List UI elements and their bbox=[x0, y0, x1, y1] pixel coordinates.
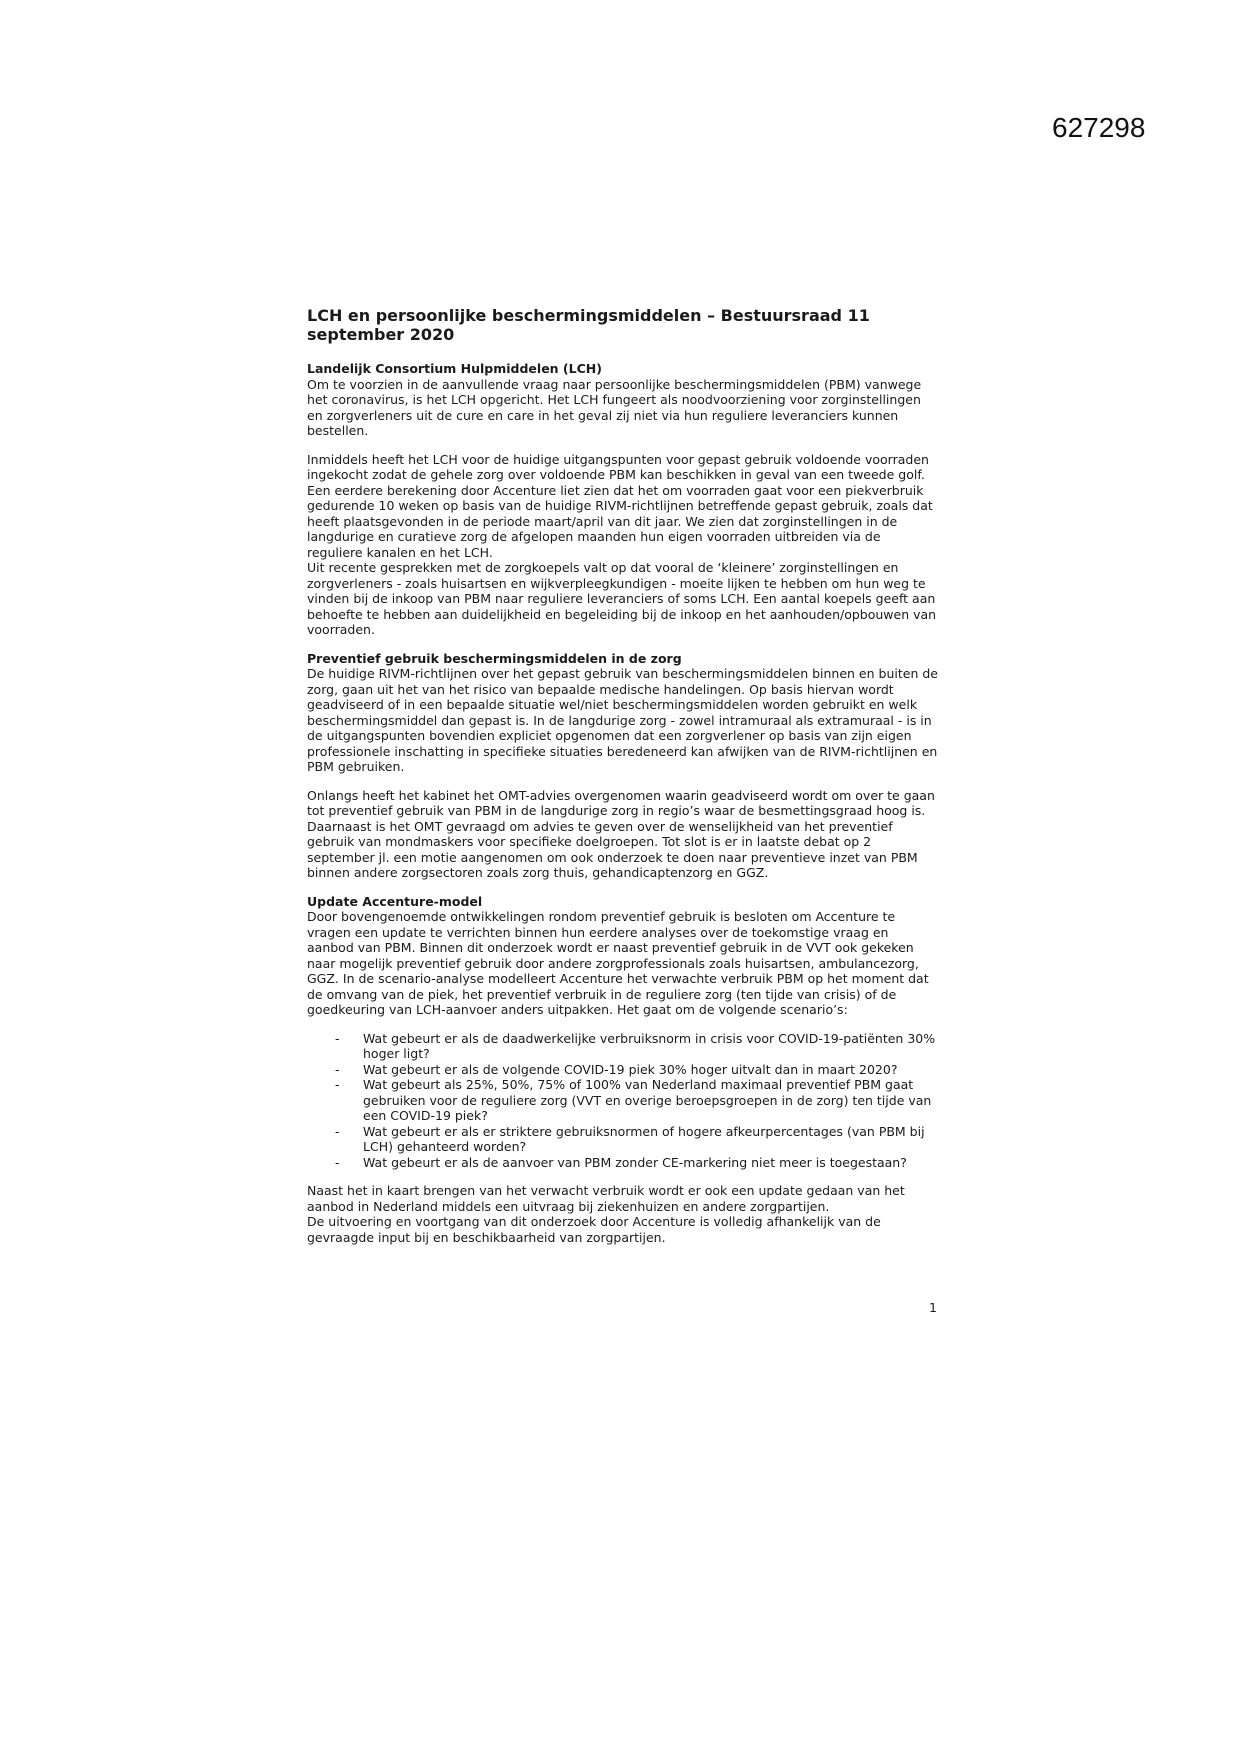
document-number: 627298 bbox=[1052, 112, 1146, 143]
bullet-dash: - bbox=[335, 1154, 340, 1170]
bullet-dash: - bbox=[335, 1030, 340, 1046]
paragraph: De huidige RIVM-richtlijnen over het gepast gebruik van beschermingsmiddelen binnen en buiten de zorg, gaan uit het van het risico van bepaalde medische handelingen. Op basis hiervan wordt geadviseerd of in een bepaalde situatie wel/niet beschermingsmiddelen worden gebruikt en welk beschermingsmiddel dan gepast is. In de langdurige zorg - zowel intramuraal als extramuraal - is in de uitgangspunten bovendien expliciet opgenomen dat een zorgverlener op basis van zijn eigen professionele inschatting in specifieke situaties beredeneerd kan afwijken van de RIVM-richtlijnen en PBM gebruiken. bbox=[307, 666, 938, 774]
scenario-text: Wat gebeurt er als de daadwerkelijke verbruiksnorm in crisis voor COVID-19-patiënten 30% hoger ligt? bbox=[363, 1030, 936, 1061]
paragraph: De uitvoering en voortgang van dit onderzoek door Accenture is volledig afhankelijk van de gevraagde input bij en beschikbaarheid van zorgpartijen. bbox=[307, 1214, 881, 1245]
scenario-list bbox=[307, 1031, 939, 1171]
page-number: 1 bbox=[929, 1300, 937, 1315]
bullet-dash: - bbox=[335, 1077, 340, 1092]
scenario-item bbox=[335, 1031, 939, 1062]
section-accenture bbox=[307, 894, 939, 1246]
scenario-item bbox=[335, 1062, 939, 1078]
document-title: LCH en persoonlijke beschermingsmiddelen – Bestuursraad 11 september 2020 bbox=[307, 306, 870, 344]
paragraph: Door bovengenoemde ontwikkelingen rondom preventief gebruik is besloten om Accenture te vragen een update te verrichten binnen hun eerdere analyses over de toekomstige vraag en aanbod van PBM. Binnen dit onderzoek wordt er naast preventief gebruik in de VVT ook gekeken naar mogelijk preventief gebruik door andere zorgprofessionals zoals huisartsen, ambulancezorg, GGZ. In de scenario-analyse modelleert Accenture het verwachte verbruik PBM op het moment dat de omvang van de piek, het preventief verbruik in de reguliere zorg (ten tijde van crisis) of de goedkeuring van LCH-aanvoer anders uitpakken. Het gaat om de volgende scenario’s: bbox=[307, 909, 929, 1017]
scenario-item bbox=[335, 1155, 939, 1171]
bullet-dash: - bbox=[335, 1061, 340, 1077]
paragraph: Uit recente gesprekken met de zorgkoepels valt op dat vooral de ‘kleinere’ zorginstellingen en zorgverleners - zoals huisartsen en wijkverpleegkundigen - moeite lijken te hebben om hun weg te vinden bij de inkoop van PBM naar reguliere leveranciers of soms LCH. Een aantal koepels geeft aan behoefte te hebben aan duidelijkheid en begeleiding bij de inkoop en het aanhouden/opbouwen van voorraden. bbox=[307, 560, 937, 637]
scenario-text: Wat gebeurt als 25%, 50%, 75% of 100% van Nederland maximaal preventief PBM gaat gebruiken voor de reguliere zorg (VVT en overige beroepsgroepen in de zorg) ten tijde van een COVID-19 piek? bbox=[363, 1077, 932, 1123]
paragraph: Onlangs heeft het kabinet het OMT-advies overgenomen waarin geadviseerd wordt om over te gaan tot preventief gebruik van PBM in de langdurige zorg in regio’s waar de besmettingsgraad hoog is. Daarnaast is het OMT gevraagd om advies te geven over de wenselijkheid van het preventief gebruik van mondmaskers voor specifieke doelgroepen. Tot slot is er in laatste debat op 2 september jl. een motie aangenomen om ook onderzoek te doen naar preventieve inzet van PBM binnen andere zorgsectoren zoals zorg thuis, gehandicaptenzorg en GGZ. bbox=[307, 787, 935, 880]
scenario-text: Wat gebeurt er als de aanvoer van PBM zonder CE-markering niet meer is toegestaan? bbox=[363, 1154, 907, 1170]
scenario-item bbox=[335, 1124, 939, 1155]
paragraph: Om te voorzien in de aanvullende vraag naar persoonlijke beschermingsmiddelen (PBM) vanwege het coronavirus, is het LCH opgericht. Het LCH fungeert als noodvoorziening voor zorginstellingen en zorgverleners uit de cure en care in het geval zij niet via hun reguliere leveranciers kunnen bestellen. bbox=[307, 376, 922, 438]
document-body bbox=[307, 306, 939, 1258]
section-heading: Update Accenture-model bbox=[307, 893, 483, 909]
scenario-item bbox=[335, 1077, 939, 1124]
paragraph: Naast het in kaart brengen van het verwacht verbruik wordt er ook een update gedaan van het aanbod in Nederland middels een uitvraag bij ziekenhuizen en andere zorgpartijen. bbox=[307, 1183, 905, 1214]
bullet-dash: - bbox=[335, 1123, 340, 1139]
section-heading: Preventief gebruik beschermingsmiddelen in de zorg bbox=[307, 650, 682, 666]
scenario-text: Wat gebeurt er als er striktere gebruiksnormen of hogere afkeurpercentages (van PBM bij LCH) gehanteerd worden? bbox=[363, 1123, 925, 1154]
section-heading: Landelijk Consortium Hulpmiddelen (LCH) bbox=[307, 361, 602, 376]
section-lch bbox=[307, 361, 939, 638]
paragraph: Inmiddels heeft het LCH voor de huidige uitgangspunten voor gepast gebruik voldoende voorraden ingekocht zodat de gehele zorg over voldoende PBM kan beschikken in geval van een tweede golf. Een eerdere berekening door Accenture liet zien dat het om voorraden gaat voor een piekverbruik gedurende 10 weken op basis van de huidige RIVM-richtlijnen betreffende gepast gebruik, zoals dat heeft plaatsgevonden in de periode maart/april van dit jaar. We zien dat zorginstellingen in de langdurige en curatieve zorg de afgelopen maanden hun eigen voorraden uitbreiden via de reguliere kanalen en het LCH. bbox=[307, 451, 933, 560]
section-preventief bbox=[307, 651, 939, 881]
scenario-text: Wat gebeurt er als de volgende COVID-19 piek 30% hoger uitvalt dan in maart 2020? bbox=[363, 1061, 898, 1077]
